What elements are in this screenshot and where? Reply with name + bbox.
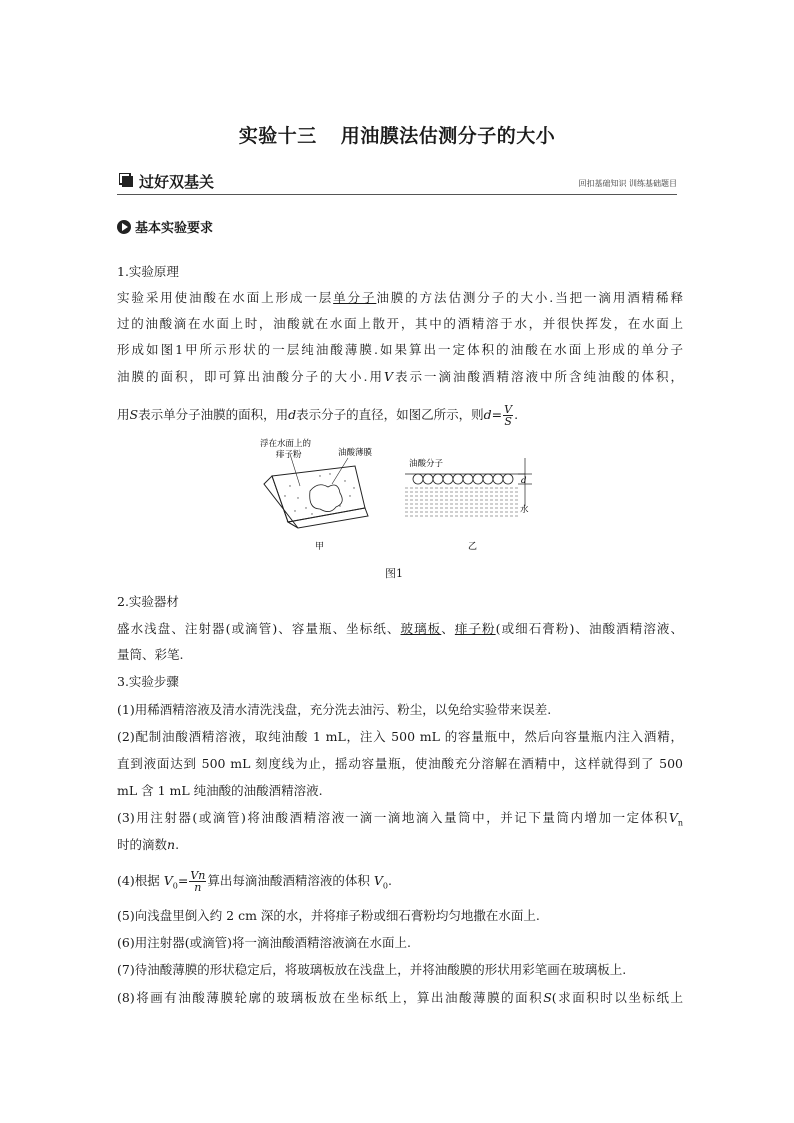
step-6: (6)用注射器(或滴管)将一滴油酸酒精溶液滴在水面上. [117,935,411,950]
oil-molecule [503,474,513,484]
equipment-line-1: 盛水浅盘、注射器(或滴管)、容量瓶、坐标纸、玻璃板、痱子粉(或细石膏粉)、油酸酒精溶液、 [117,621,683,636]
step-4: (4)根据 $V_0=$ $\frac{Vn}{n}$ 算出每滴油酸酒精溶液的体积 $V_0$. [117,869,392,894]
figure-b-molecules [413,474,513,484]
figure-a-tray [264,454,368,528]
oil-molecule [463,474,473,484]
principle-heading: 1.实验原理 [117,264,179,279]
step-3-line-1: (3)用注射器(或滴管)将油酸酒精溶液一滴一滴地滴入量筒中，并记下量筒内增加一定体积$V_n$ [117,810,683,828]
section-right-text: 回扣基础知识 训练基础题目 [578,179,677,188]
figure-caption: 图1 [385,567,403,580]
figure-1 [250,436,550,556]
caption-b: 乙 [468,542,478,552]
principle-line-4: 油膜的面积，即可算出油酸分子的大小.用V表示一滴油酸酒精溶液中所含纯油酸的体积， [117,369,683,384]
step-2-line-1: (2)配制油酸酒精溶液，取纯油酸 1 mL，注入 500 mL 的容量瓶中，然后向容量瓶内注入酒精， [117,729,683,744]
section-heading: 过好双基关 [139,173,215,191]
step-3-line-2: 时的滴数n. [117,837,180,852]
step-5: (5)向浅盘里倒入约 2 cm 深的水，并将痱子粉或细石膏粉均匀地撒在水面上. [117,908,540,923]
principle-line-3: 形成如图1甲所示形状的一层纯油酸薄膜.如果算出一定体积的油酸在水面上形成的单分子 [117,342,683,357]
oil-molecule [483,474,493,484]
oil-molecule [493,474,503,484]
figure-b-water [405,488,518,516]
principle-line-1: 实验采用使油酸在水面上形成一层单分子油膜的方法估测分子的大小.当把一滴用酒精稀释 [117,290,683,305]
oil-molecule [423,474,433,484]
step-2-line-2: 直到液面达到 500 mL 刻度线为止，摇动容量瓶，使油酸充分溶解在酒精中，这样就得到了 500 [117,756,683,771]
equipment-heading: 2.实验器材 [117,594,179,609]
oil-molecule [443,474,453,484]
label-floating: 浮在水面上的 [260,439,312,449]
section-bar [117,170,677,195]
label-film: 油酸薄膜 [338,448,373,458]
principle-line-5: 用S表示单分子油膜的面积，用d表示分子的直径，如图乙所示，则d= $\frac{V}{S}$ . [117,403,519,428]
steps-heading: 3.实验步骤 [117,674,179,689]
step-7: (7)待油酸薄膜的形状稳定后，将玻璃板放在浅盘上，并将油酸膜的形状用彩笔画在玻璃板上. [117,962,627,977]
step-1: (1)用稀酒精溶液及清水清洗浅盘，充分洗去油污、粉尘，以免给实验带来误差. [117,702,552,717]
step4-fraction: $\frac{Vn}{n}$ [190,869,206,894]
section-icon [119,173,133,187]
subheading [117,217,213,236]
oil-molecule [453,474,463,484]
oil-molecule [473,474,483,484]
label-molecule: 油酸分子 [409,459,444,469]
step-2-line-3: mL 含 1 mL 纯油酸的油酸酒精溶液. [117,783,323,798]
title-main: 实验十三 [238,125,317,147]
caption-a: 甲 [315,542,325,552]
step-8: (8)将画有油酸薄膜轮廓的玻璃板放在坐标纸上，算出油酸薄膜的面积S(求面积时以坐标纸上 [117,990,683,1005]
oil-molecule [433,474,443,484]
label-water: 水 [520,505,529,515]
label-d: d [521,476,527,486]
subheading-text: 基本实验要求 [135,221,214,236]
equipment-line-2: 量筒、彩笔. [117,647,184,662]
formula-fraction: $\frac{V}{S}$ [504,403,513,428]
label-floating-2: 痱子粉 [276,450,302,460]
title-sub: 用油膜法估测分子的大小 [340,125,556,147]
play-circle-icon [117,220,131,234]
principle-line-2: 过的油酸滴在水面上时，油酸就在水面上散开，其中的酒精溶于水，并很快挥发，在水面上 [117,316,683,331]
page-title [0,121,794,148]
oil-molecule [413,474,423,484]
